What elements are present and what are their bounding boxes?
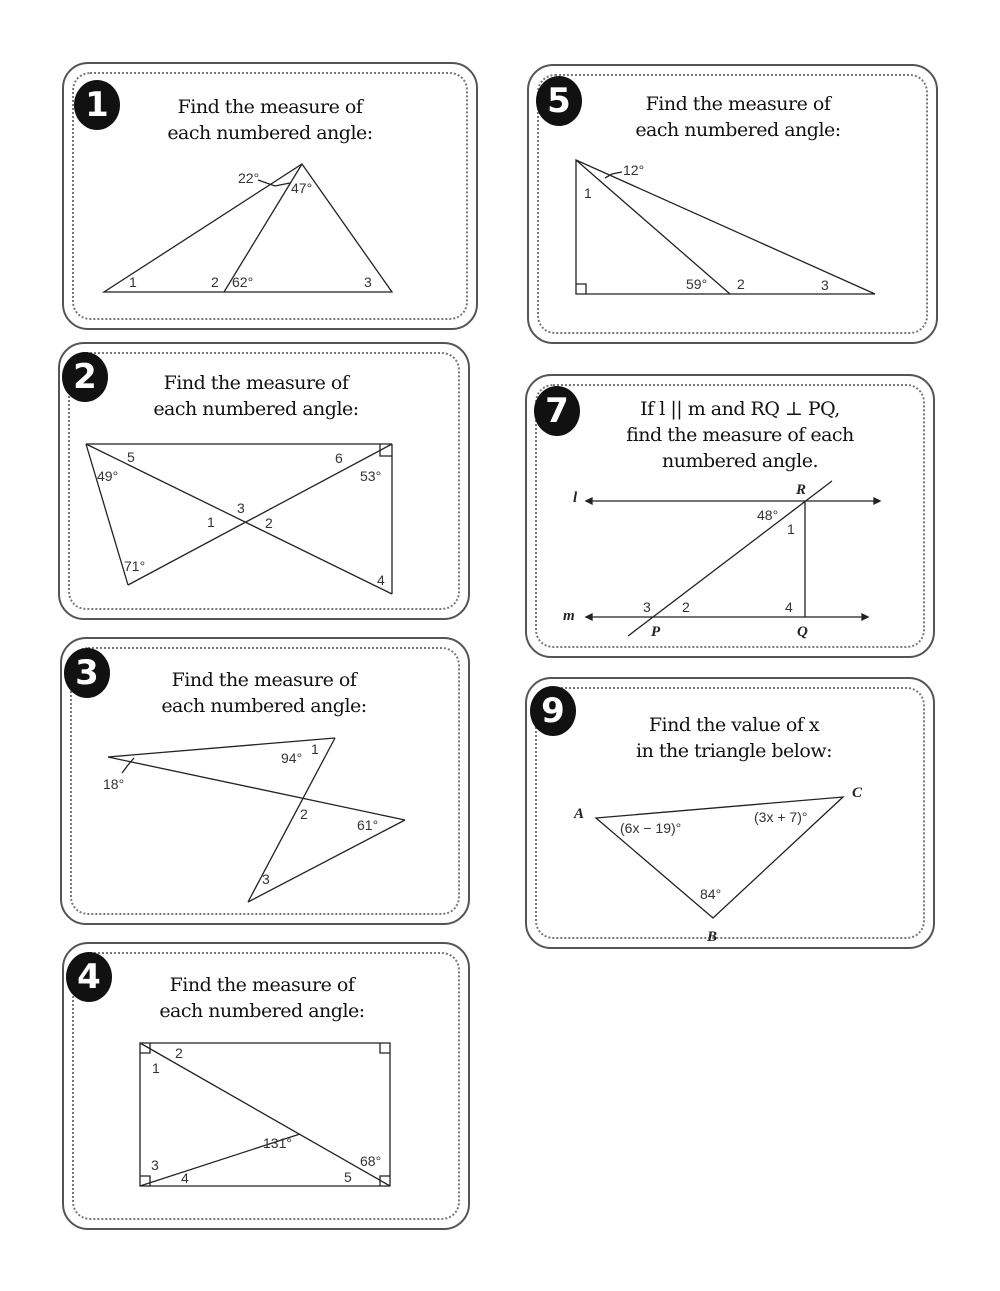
angle-label: 61° bbox=[357, 817, 379, 833]
problem-number-badge: 5 bbox=[536, 76, 582, 126]
angle-label: 5 bbox=[127, 449, 135, 465]
angle-label: 3 bbox=[364, 274, 372, 290]
angle-label: 3 bbox=[237, 500, 245, 516]
angle-label: 1 bbox=[152, 1060, 160, 1076]
problem-number-badge: 7 bbox=[534, 386, 580, 436]
problem-number-badge: 9 bbox=[530, 686, 576, 736]
problem-number-badge: 2 bbox=[62, 352, 108, 402]
angle-label: 12° bbox=[623, 162, 645, 178]
angle-label: 2 bbox=[737, 276, 745, 292]
title-line: Find the value of x bbox=[648, 714, 820, 736]
title-line: Find the measure of bbox=[171, 669, 357, 691]
problem-number-badge: 1 bbox=[74, 80, 120, 130]
problem-title bbox=[120, 94, 420, 146]
angle-label: 2 bbox=[175, 1045, 183, 1061]
angle-label: 6 bbox=[335, 450, 343, 466]
angle-label: 84° bbox=[700, 886, 722, 902]
angle-label: 94° bbox=[281, 750, 303, 766]
angle-label: 131° bbox=[263, 1135, 292, 1151]
angle-label: 2 bbox=[211, 274, 219, 290]
problem-title bbox=[106, 370, 406, 422]
title-line: each numbered angle: bbox=[161, 695, 367, 717]
angle-label: 3 bbox=[643, 599, 651, 615]
title-line: each numbered angle: bbox=[635, 119, 841, 141]
point-label: A bbox=[574, 806, 585, 822]
title-line: Find the measure of bbox=[645, 93, 831, 115]
angle-label: 2 bbox=[265, 515, 273, 531]
problem-title bbox=[588, 91, 888, 143]
title-line: Find the measure of bbox=[177, 96, 363, 118]
point-label: Q bbox=[797, 624, 808, 640]
angle-label: 3 bbox=[151, 1157, 159, 1173]
angle-label: 4 bbox=[785, 599, 793, 615]
angle-label: 4 bbox=[377, 572, 385, 588]
problem-number-badge: 3 bbox=[64, 648, 110, 698]
angle-label: 49° bbox=[97, 468, 119, 484]
angle-label: 2 bbox=[682, 599, 690, 615]
angle-expression: (3x + 7)° bbox=[754, 809, 808, 825]
title-line: each numbered angle: bbox=[159, 1000, 365, 1022]
angle-label: 59° bbox=[686, 276, 708, 292]
angle-label: 1 bbox=[311, 741, 319, 757]
title-line: numbered angle. bbox=[661, 450, 818, 472]
angle-expression: (6x − 19)° bbox=[620, 820, 682, 836]
title-line: Find the measure of bbox=[163, 372, 349, 394]
angle-label: 1 bbox=[787, 521, 795, 537]
title-line: each numbered angle: bbox=[153, 398, 359, 420]
angle-label: 3 bbox=[821, 277, 829, 293]
angle-label: 62° bbox=[232, 274, 254, 290]
angle-label: 2 bbox=[300, 806, 308, 822]
title-line: Find the measure of bbox=[169, 974, 355, 996]
problem-title bbox=[112, 972, 412, 1024]
problem-number-badge: 4 bbox=[66, 952, 112, 1002]
angle-label: 1 bbox=[584, 185, 592, 201]
angle-label: 47° bbox=[291, 180, 313, 196]
point-label: B bbox=[707, 929, 718, 945]
line-label: l bbox=[573, 490, 578, 506]
angle-label: 4 bbox=[181, 1170, 189, 1186]
line-label: m bbox=[563, 608, 575, 624]
title-line: each numbered angle: bbox=[167, 122, 373, 144]
problem-title bbox=[584, 712, 884, 764]
angle-label: 18° bbox=[103, 776, 125, 792]
point-label: R bbox=[796, 482, 807, 498]
angle-label: 3 bbox=[262, 871, 270, 887]
title-line: in the triangle below: bbox=[636, 740, 832, 762]
angle-label: 53° bbox=[360, 468, 382, 484]
point-label: P bbox=[651, 624, 661, 640]
title-line: find the measure of each bbox=[626, 424, 854, 446]
problem-title bbox=[590, 396, 890, 474]
problem-title bbox=[114, 667, 414, 719]
angle-label: 71° bbox=[124, 558, 146, 574]
angle-label: 5 bbox=[344, 1169, 352, 1185]
point-label: C bbox=[852, 785, 863, 801]
angle-label: 22° bbox=[238, 170, 260, 186]
angle-label: 48° bbox=[757, 507, 779, 523]
angle-label: 68° bbox=[360, 1153, 382, 1169]
angle-label: 1 bbox=[207, 514, 215, 530]
title-line: If l || m and RQ ⊥ PQ, bbox=[640, 398, 840, 420]
angle-label: 1 bbox=[129, 274, 137, 290]
